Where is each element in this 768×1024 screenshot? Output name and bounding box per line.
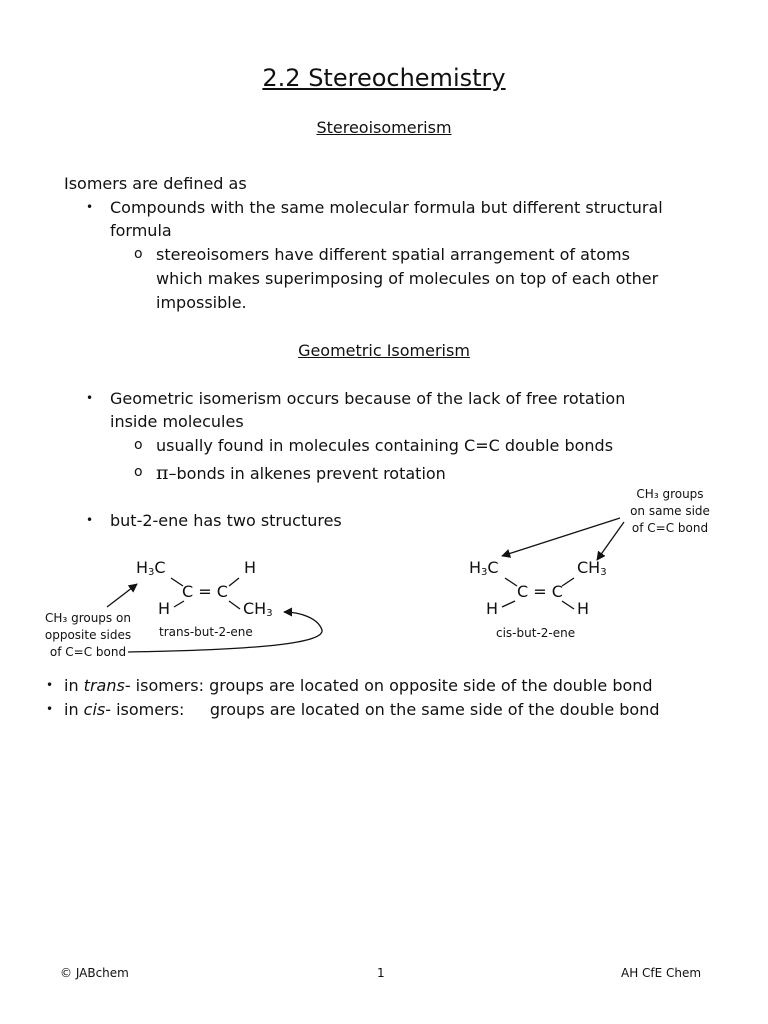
- circle-symbol: o: [134, 437, 143, 453]
- sub1-line1: stereoisomers have different spatial arrangement of atoms: [156, 245, 630, 264]
- trans-ch3: $CH_3$: [243, 599, 273, 619]
- cis-bond-br: [562, 601, 574, 609]
- cis-bond-tr: [562, 578, 574, 586]
- arrow-to-trans-ch3: [128, 612, 322, 652]
- cis-bottom-h-left: H: [486, 599, 499, 618]
- annotation-left-line2: opposite sides: [44, 628, 132, 642]
- cis-double-bond: C = C: [517, 582, 563, 601]
- bullet-symbol: •: [86, 200, 94, 214]
- bullet-symbol: •: [86, 391, 94, 405]
- footer-right: AH CfE Chem: [621, 966, 702, 980]
- sub3-rest: –bonds in alkenes prevent rotation: [168, 464, 446, 483]
- circle-symbol: o: [134, 246, 143, 262]
- annotation-right-line3: of C=C bond: [631, 521, 709, 535]
- footer-left: © JABchem: [60, 966, 129, 980]
- bullet2-line2: inside molecules: [110, 412, 244, 431]
- trans-bottom-h: H: [158, 599, 171, 618]
- sub2-text: usually found in molecules containing C=C double bonds: [156, 436, 614, 455]
- trans-bond-bl: [174, 601, 184, 607]
- sub1-line3: impossible.: [156, 293, 247, 312]
- cis-bond-bl: [502, 601, 515, 607]
- trans-bond-tr: [229, 578, 239, 586]
- heading-geometric-isomerism: Geometric Isomerism: [298, 341, 470, 360]
- trans-name: trans-but-2-ene: [159, 625, 253, 639]
- annotation-left-line3: of C=C bond: [49, 645, 127, 659]
- isomers-intro: Isomers are defined as: [64, 174, 247, 193]
- arrow-to-trans-h3c: [107, 584, 137, 607]
- cis-ch3: $CH_3$: [577, 558, 607, 578]
- cis-h3c: $H_3C$: [469, 558, 499, 578]
- annotation-right-line2: on same side: [630, 504, 710, 518]
- annotation-left-line1: CH₃ groups on: [45, 611, 131, 625]
- annotation-right-line1: CH₃ groups: [636, 487, 704, 501]
- arrow-to-cis-ch3: [597, 522, 624, 560]
- trans-top-h: H: [244, 558, 257, 577]
- bullet-symbol: •: [46, 678, 54, 692]
- heading-stereoisomerism: Stereoisomerism: [316, 118, 452, 137]
- trans-h3c: $H_3C$: [136, 558, 166, 578]
- page-title: 2.2 Stereochemistry: [262, 64, 506, 92]
- arrow-to-cis-h3c: [502, 518, 620, 556]
- pi-symbol: π: [156, 462, 169, 484]
- footer-page-number: 1: [377, 966, 385, 980]
- cis-bottom-h-right: H: [577, 599, 590, 618]
- trans-bond-br: [229, 601, 240, 609]
- bullet-symbol: •: [86, 513, 94, 527]
- circle-symbol: o: [134, 464, 143, 480]
- cis-name: cis-but-2-ene: [496, 626, 576, 640]
- bullet-symbol: •: [46, 702, 54, 716]
- cis-definition: in cis- isomers: groups are located on the same side of the double bond: [64, 700, 660, 719]
- trans-bond-tl: [171, 578, 183, 586]
- sub1-line2: which makes superimposing of molecules on top of each other: [156, 269, 659, 288]
- trans-double-bond: C = C: [182, 582, 228, 601]
- cis-bond-tl: [505, 578, 517, 586]
- trans-definition: in trans- isomers: groups are located on opposite side of the double bond: [64, 676, 653, 695]
- bullet1-line1: Compounds with the same molecular formula but different structural: [110, 198, 663, 217]
- bullet3-text: but-2-ene has two structures: [110, 511, 342, 530]
- bullet1-line2: formula: [110, 221, 172, 240]
- bullet2-line1: Geometric isomerism occurs because of the lack of free rotation: [110, 389, 626, 408]
